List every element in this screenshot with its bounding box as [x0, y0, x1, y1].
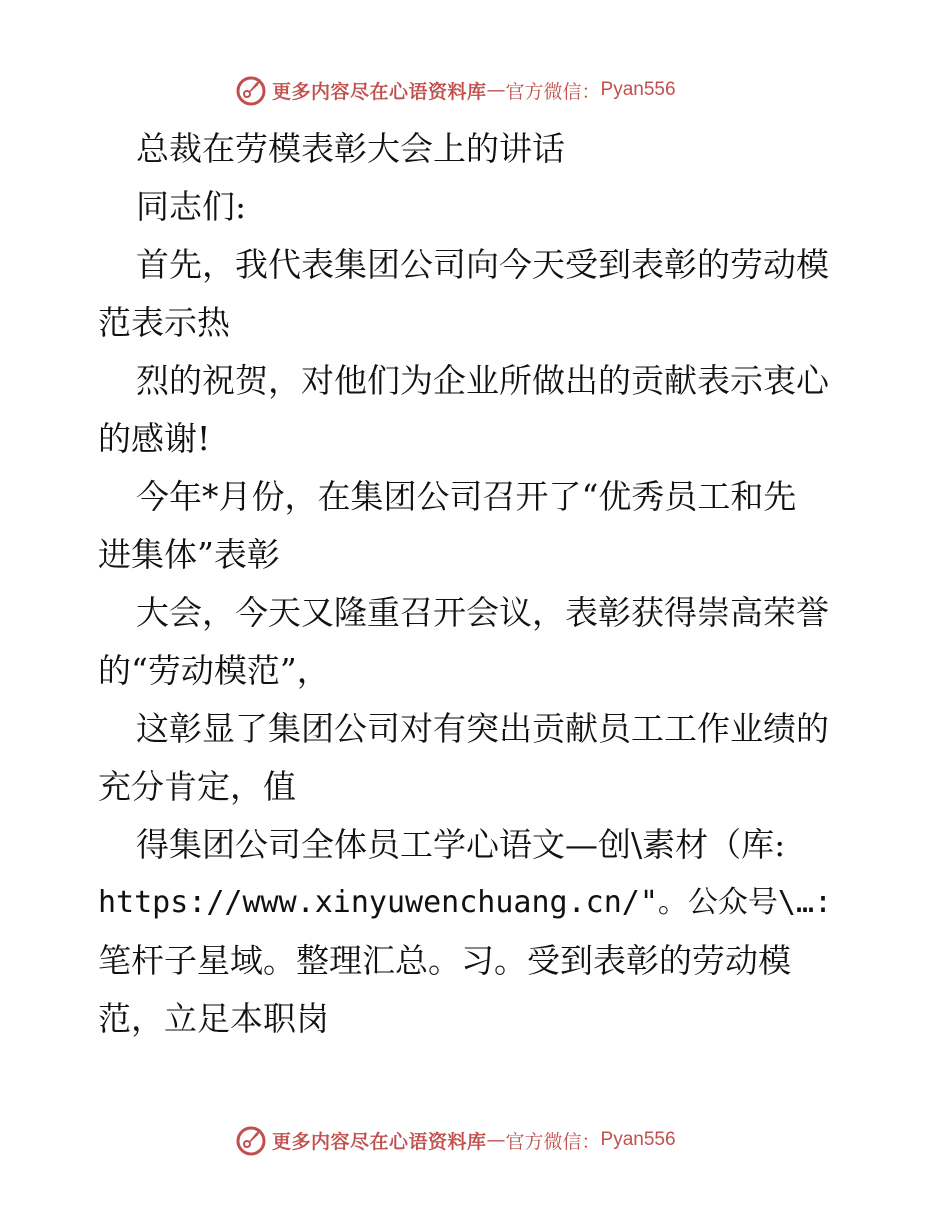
paragraph-line: 同志们:	[136, 187, 247, 226]
paragraph-line: 的“劳动模范”，	[98, 651, 330, 690]
header-watermark-text: 更多内容尽在心语资料库	[272, 80, 487, 103]
paragraph-line: 范，立足本职岗	[98, 999, 329, 1038]
paragraph-line: 笔杆子星域。整理汇总。习。受到表彰的劳动模	[98, 941, 791, 980]
footer-watermark-dash: —	[486, 1129, 506, 1151]
footer-wechat-id: Pyan556	[600, 1129, 676, 1150]
paragraph-line: 进集体”表彰	[98, 535, 280, 574]
footer-wechat-label: 官方微信：	[505, 1130, 601, 1153]
header-wechat-id: Pyan556	[600, 79, 676, 100]
paragraph-line: 得集团公司全体员工学心语文—创\素材（库:	[136, 825, 786, 864]
footer-watermark-text: 更多内容尽在心语资料库	[272, 1130, 487, 1153]
paragraph-line: 的感谢!	[98, 419, 211, 458]
url-line: https://www.xinyuwenchuang.cn/"。公众号\…:	[98, 885, 833, 920]
header-wechat-label: 官方微信：	[505, 80, 601, 103]
paragraph-line: 今年*月份，在集团公司召开了“优秀员工和先	[136, 477, 797, 516]
quill-logo-icon	[234, 73, 268, 107]
header-watermark	[234, 72, 676, 108]
paragraph-line: 大会，今天又隆重召开会议，表彰获得崇高荣誉	[136, 593, 829, 632]
footer-watermark	[234, 1122, 676, 1158]
paragraph-line: 首先，我代表集团公司向今天受到表彰的劳动模	[136, 245, 829, 284]
document-title: 总裁在劳模表彰大会上的讲话	[136, 129, 565, 168]
paragraph-line: 范表示热	[98, 303, 230, 342]
quill-logo-icon	[234, 1123, 268, 1157]
header-watermark-dash: —	[486, 79, 506, 101]
paragraph-line: 这彰显了集团公司对有突出贡献员工工作业绩的	[136, 709, 829, 748]
paragraph-line: 烈的祝贺，对他们为企业所做出的贡献表示衷心	[136, 361, 829, 400]
paragraph-line: 充分肯定，值	[98, 767, 296, 806]
document-body	[98, 120, 858, 1048]
